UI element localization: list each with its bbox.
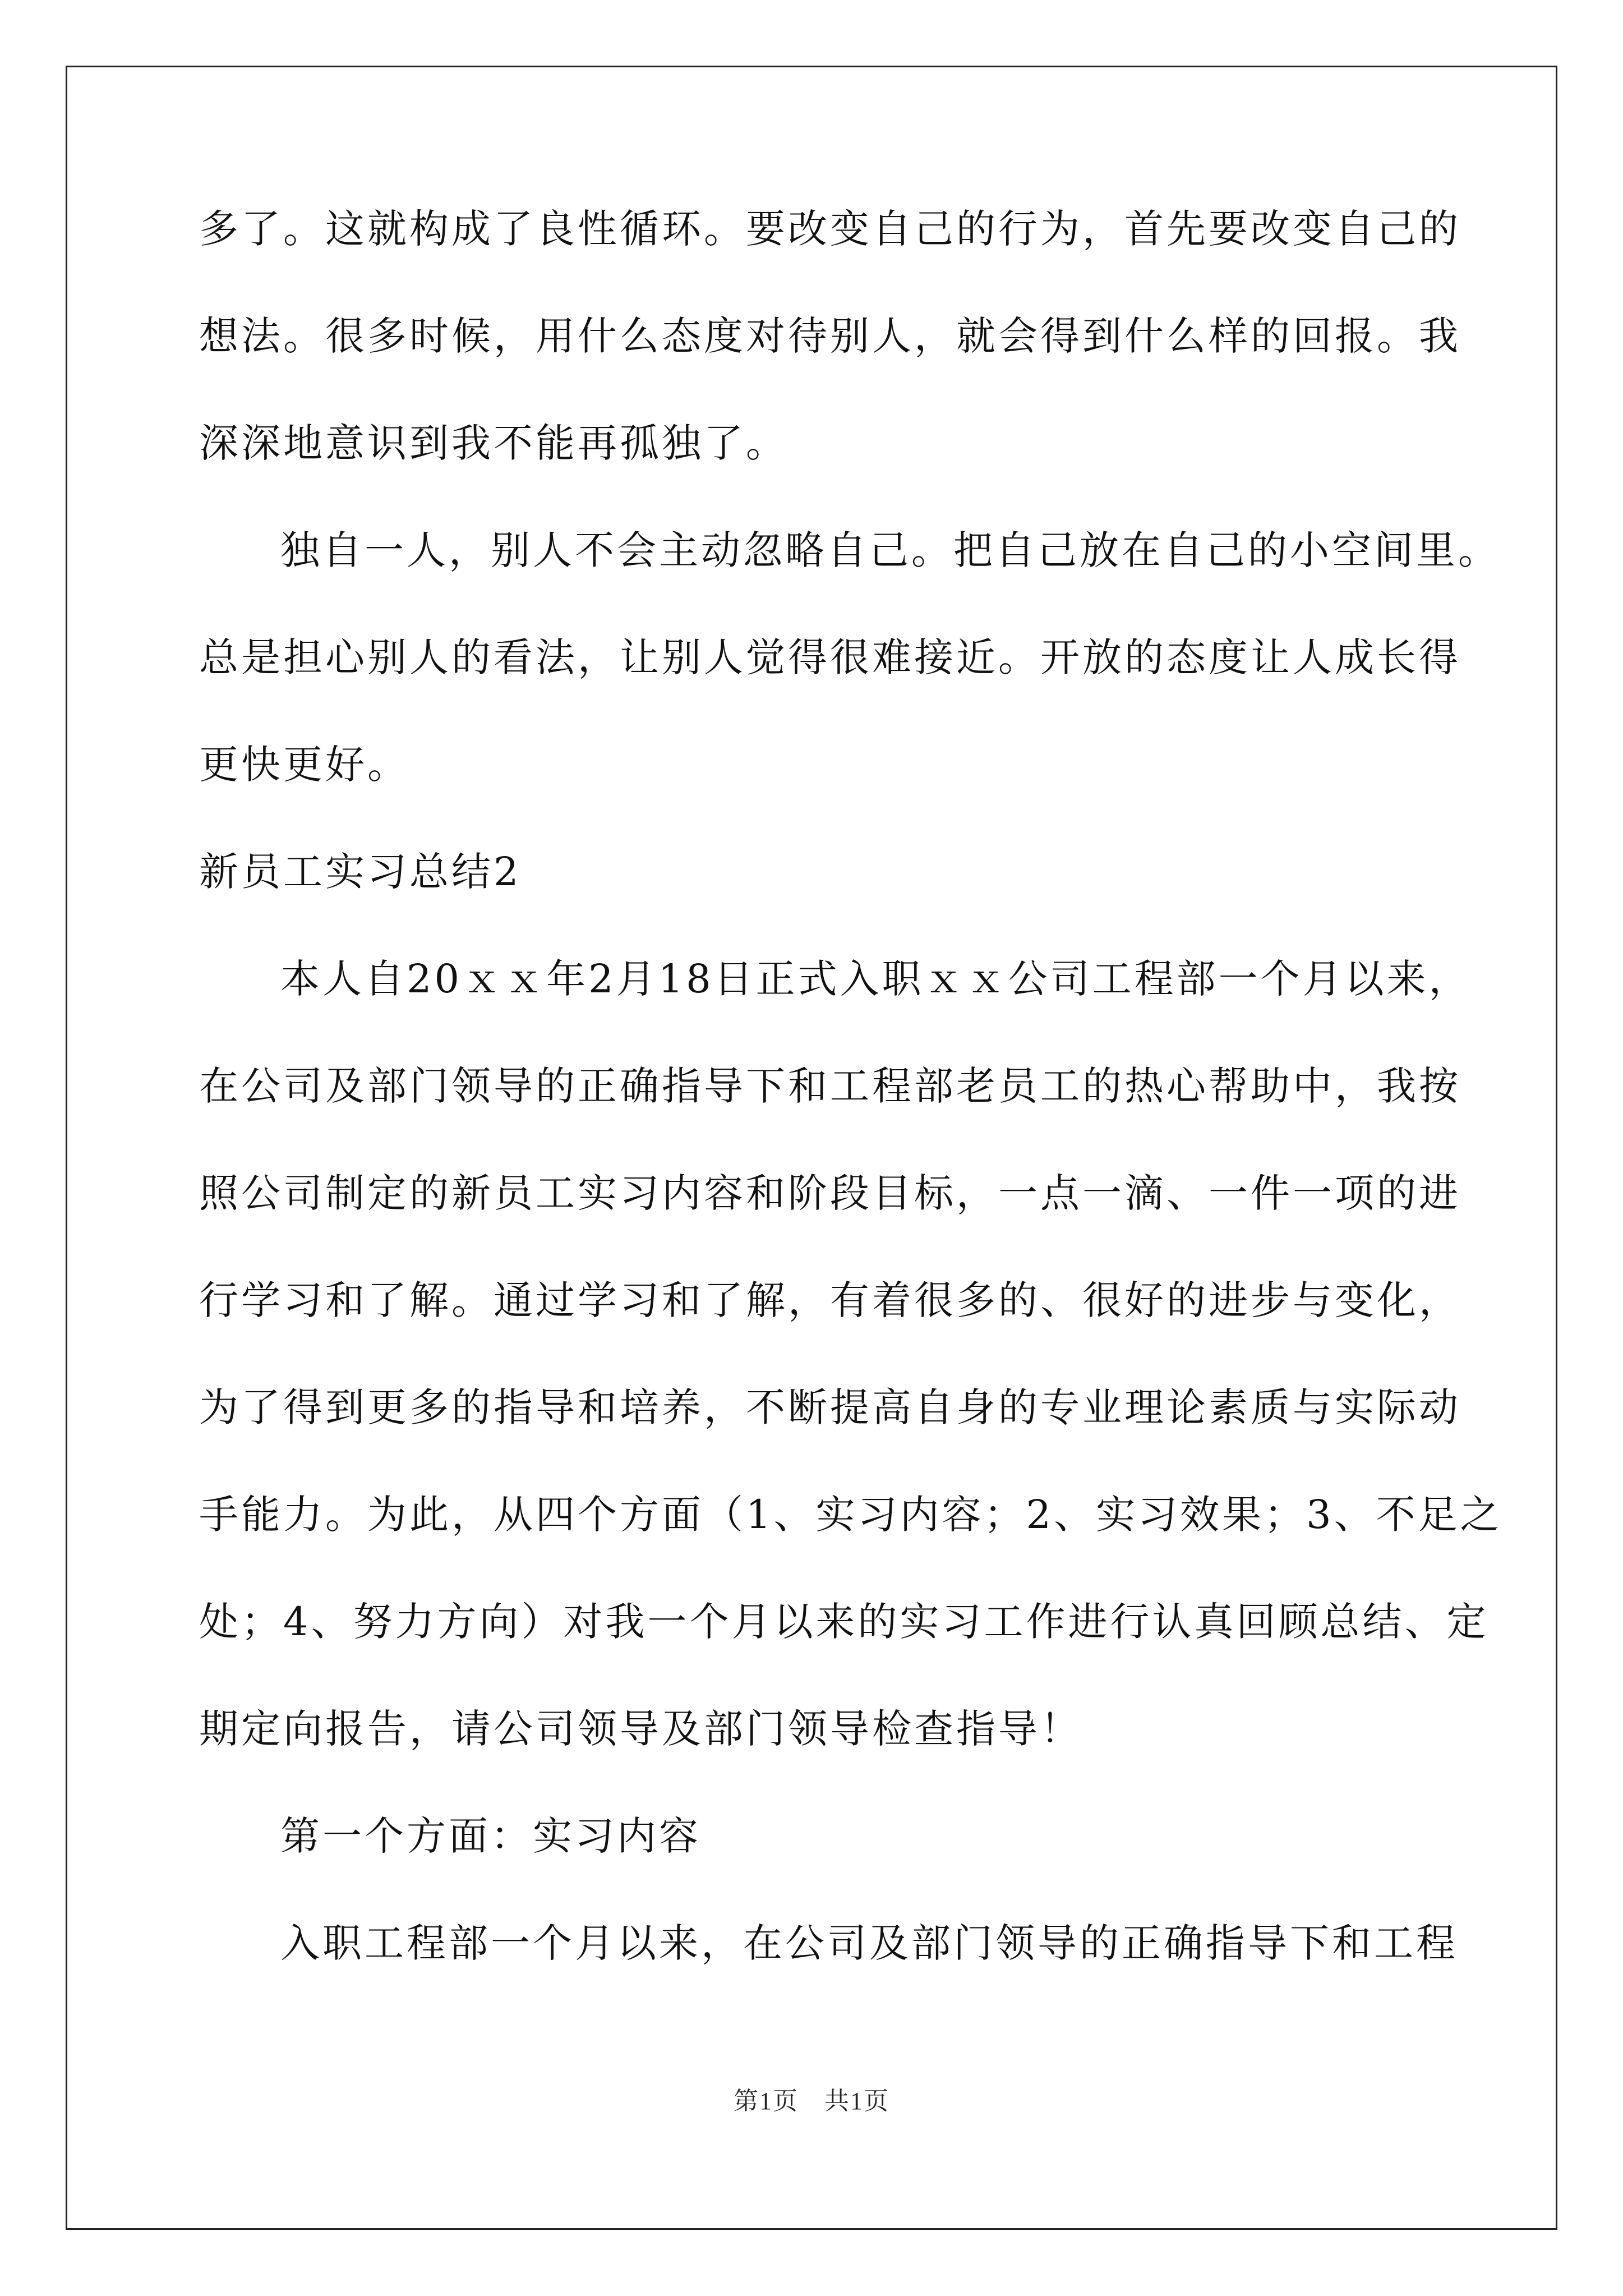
text-line: 在公司及部门领导的正确指导下和工程部老员工的热心帮助中，我按 — [199, 1063, 1461, 1109]
text-line: 处；4、努力方向）对我一个月以来的实习工作进行认真回顾总结、定 — [199, 1599, 1489, 1645]
page-number: 第1页 共1页 — [734, 2087, 889, 2115]
subsection-heading: 第一个方面：实习内容 — [280, 1813, 701, 1859]
text-line: 手能力。为此，从四个方面（1、实习内容；2、实习效果；3、不足之 — [199, 1492, 1502, 1538]
text-line: 深深地意识到我不能再孤独了。 — [199, 420, 788, 466]
text-line: 总是担心别人的看法，让别人觉得很难接近。开放的态度让人成长得 — [199, 634, 1461, 680]
text-line: 更快更好。 — [199, 742, 409, 788]
text-line: 本人自20ｘｘ年2月18日正式入职ｘｘ公司工程部一个月以来， — [280, 956, 1471, 1002]
section-heading: 新员工实习总结2 — [199, 849, 522, 895]
text-line: 多了。这就构成了良性循环。要改变自己的行为，首先要改变自己的 — [199, 206, 1461, 252]
text-line: 照公司制定的新员工实习内容和阶段目标，一点一滴、一件一项的进 — [199, 1170, 1461, 1216]
document-body — [199, 205, 1502, 2026]
text-line: 为了得到更多的指导和培养，不断提高自身的专业理论素质与实际动 — [199, 1384, 1461, 1430]
text-line: 独自一人，别人不会主动忽略自己。把自己放在自己的小空间里。 — [280, 527, 1500, 573]
text-line: 期定向报告，请公司领导及部门领导检查指导！ — [199, 1706, 1082, 1752]
text-line: 入职工程部一个月以来，在公司及部门领导的正确指导下和工程 — [280, 1920, 1458, 1966]
text-line: 行学习和了解。通过学习和了解，有着很多的、很好的进步与变化， — [199, 1277, 1461, 1323]
text-line: 想法。很多时候，用什么态度对待别人，就会得到什么样的回报。我 — [199, 313, 1461, 359]
